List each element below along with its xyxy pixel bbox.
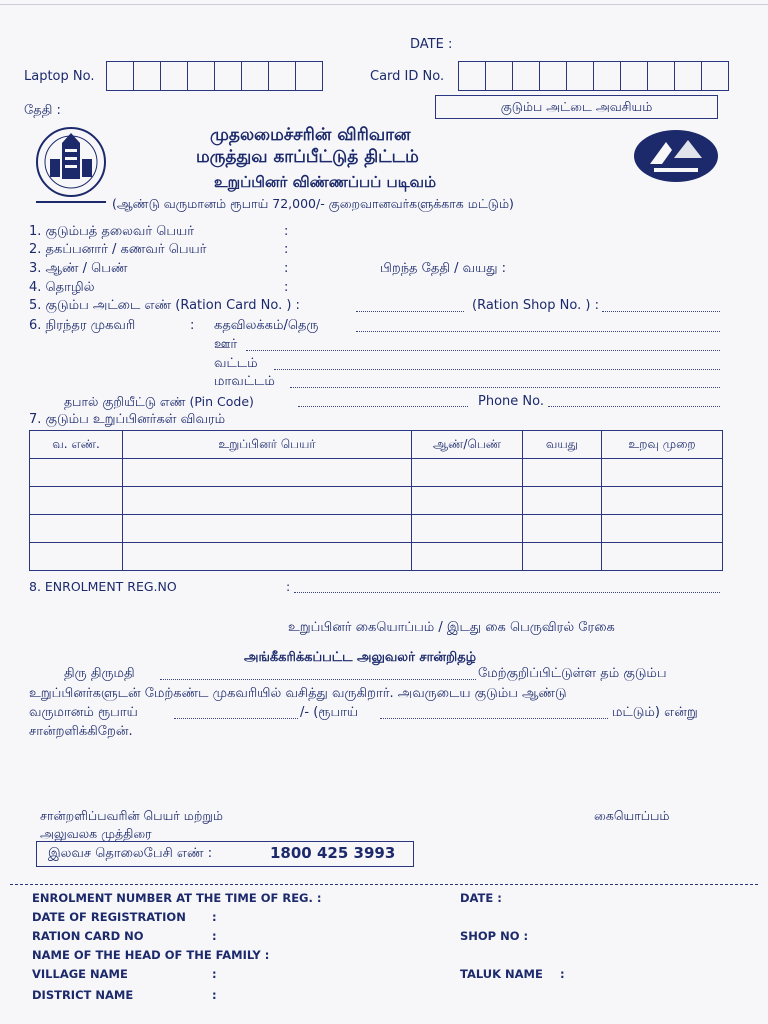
field-gender: 3. ஆண் / பெண் [29,261,128,276]
card-id-boxes[interactable] [458,61,729,91]
cert-text: திரு திருமதி [64,666,135,681]
field-ration-shop: (Ration Shop No. ) : [472,298,599,313]
title-line-3: உறுப்பினர் விண்ணப்பப் படிவம் [214,173,437,191]
footer-taluk: TALUK NAME [460,967,543,981]
field-occupation: 4. தொழில் [29,280,95,295]
table-header: உறவு முறை [602,431,723,459]
field-street: கதவிலக்கம்/தெரு [214,318,319,333]
laptop-number-boxes[interactable] [106,61,323,91]
date-label: DATE : [410,37,453,52]
footer-enrol-time: ENROLMENT NUMBER AT THE TIME OF REG. : [32,891,322,905]
united-india-logo-icon [632,128,720,184]
footer-head: NAME OF THE HEAD OF THE FAMILY : [32,948,270,962]
footer-district: DISTRICT NAME [32,988,134,1002]
table-header-row [30,431,723,459]
cut-line [10,884,758,885]
title-line-1: முதலமைச்சரின் விரிவான [210,125,411,145]
field-head-name: 1. குடும்பத் தலைவர் பெயர் [29,224,195,239]
field-father-name: 2. தகப்பனார் / கணவர் பெயர் [29,242,207,257]
laptop-label: Laptop No. [24,69,95,84]
street-line[interactable] [356,331,720,332]
helpline-number: 1800 425 3993 [270,844,396,862]
table-header: வயது [523,431,602,459]
field-ration-card: 5. குடும்ப அட்டை எண் (Ration Card No. ) : [29,298,300,313]
cert-text: உறுப்பினர்களுடன் மேற்கண்ட முகவரியில் வசித்து வருகிறார். அவருடைய குடும்ப ஆண்டு [29,686,567,701]
top-rule [0,4,768,5]
footer-date: DATE : [460,891,502,905]
cert-text: /- (ரூபாய் [300,705,359,720]
field-dob: பிறந்த தேதி / வயது : [380,261,507,276]
income-words-line[interactable] [380,718,608,719]
table-header: உறுப்பினர் பெயர் [123,431,412,459]
colon: : [560,967,565,981]
field-village: ஊர் [214,337,238,352]
helpline-label: இலவச தொலைபேசி எண் : [48,846,213,861]
table-row[interactable] [30,543,723,571]
title-line-2: மருத்துவ காப்பீட்டுத் திட்டம் [196,147,419,167]
colon: : [212,988,217,1002]
colon: : [212,967,217,981]
cert-text: வருமானம் ரூபாய் [29,705,138,720]
member-table [29,430,723,571]
cert-name-line[interactable] [160,679,476,680]
title-line-4: (ஆண்டு வருமானம் ரூபாய் 72,000/- குறைவானவர்களுக்காக மட்டும்) [112,196,514,211]
enrolment-label: 8. ENROLMENT REG.NO [29,579,177,594]
tamilnadu-emblem-icon [26,125,116,205]
colon: : [212,910,217,924]
officer-seal-label: அலுவலக முத்திரை [40,826,152,841]
card-id-label: Card ID No. [370,69,445,84]
table-header: ஆண்/பெண் [412,431,523,459]
village-line[interactable] [246,350,720,351]
table-header: வ. எண். [30,431,123,459]
colon: : [190,318,195,333]
field-taluk: வட்டம் [214,356,258,371]
thethi-label: தேதி : [24,103,61,118]
member-signature-label: உறுப்பினர் கையொப்பம் / இடது கை பெருவிரல் ரேகை [288,620,615,635]
colon: : [284,242,289,257]
colon: : [284,280,289,295]
colon: : [212,929,217,943]
field-phone: Phone No. [478,394,544,409]
table-row[interactable] [30,459,723,487]
table-row[interactable] [30,515,723,543]
colon: : [284,261,289,276]
footer-village: VILLAGE NAME [32,967,128,981]
table-row[interactable] [30,487,723,515]
colon: : [284,224,289,239]
ration-required-box: குடும்ப அட்டை அவசியம் [435,95,718,119]
cert-text: சான்றளிக்கிறேன். [29,724,133,739]
officer-name-label: சான்றளிப்பவரின் பெயர் மற்றும் [40,808,223,823]
ration-card-line[interactable] [356,311,464,312]
footer-ration: RATION CARD NO [32,929,144,943]
income-number-line[interactable] [174,718,298,719]
cert-text: மேற்குறிப்பிட்டுள்ள தம் குடும்ப [478,666,667,681]
footer-reg-date: DATE OF REGISTRATION [32,910,186,924]
field-district: மாவட்டம் [214,374,275,389]
certificate-title: அங்கீகரிக்கப்பட்ட அலுவலர் சான்றிதழ் [244,650,477,665]
phone-line[interactable] [548,406,720,407]
field-address: 6. நிரந்தர முகவரி [29,318,136,333]
footer-shop: SHOP NO : [460,929,529,943]
taluk-line[interactable] [274,369,720,370]
field-pin: தபால் குறியீட்டு எண் (Pin Code) [64,394,254,409]
pin-line[interactable] [298,406,468,407]
signature-label: கையொப்பம் [594,808,670,823]
district-line[interactable] [290,387,720,388]
ration-shop-line[interactable] [602,311,720,312]
field-members: 7. குடும்ப உறுப்பினர்கள் விவரம் [29,412,226,427]
enrolment-line[interactable] [294,592,720,593]
cert-text: மட்டும்) என்று [612,705,698,720]
colon: : [286,579,291,594]
